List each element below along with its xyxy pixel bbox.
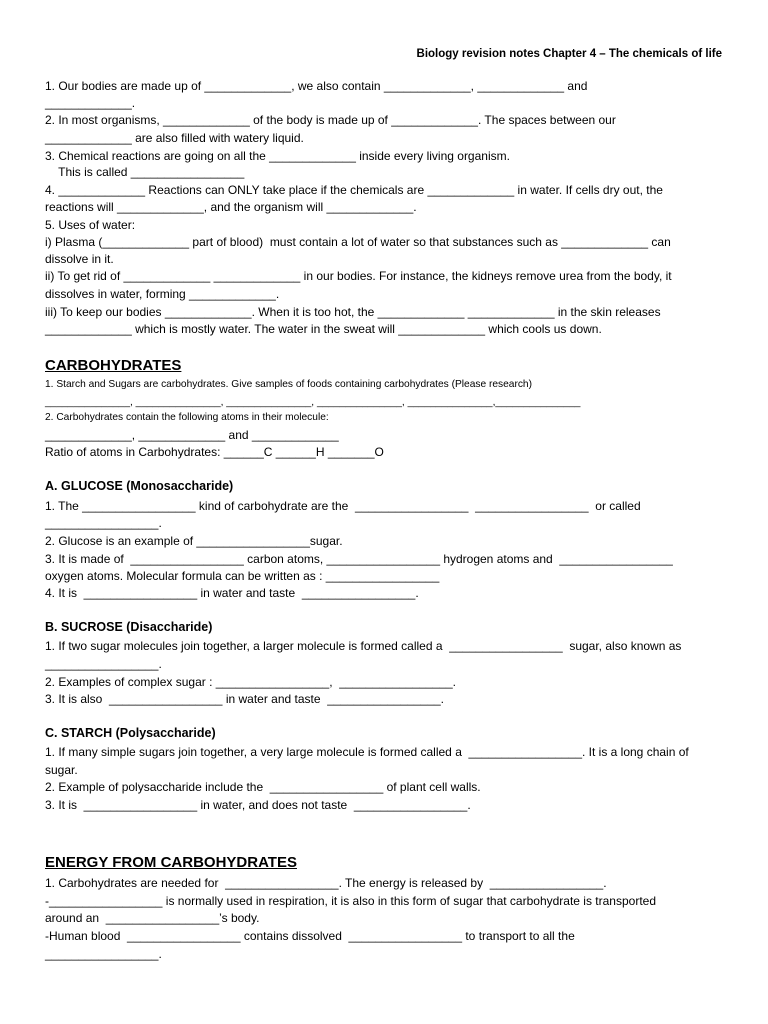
page-header: Biology revision notes Chapter 4 – The chemicals of life <box>416 48 722 60</box>
starch-heading: C. STARCH (Polysaccharide) <box>45 726 216 740</box>
carb-line-3: 2. Carbohydrates contain the following atoms in their molecule: <box>45 412 329 423</box>
energy-line-2: -_________________ is normally used in respiration, it is also in this form of sugar that carbohydrate is transported <box>45 894 657 908</box>
water-line-9: 5. Uses of water: <box>45 218 136 232</box>
water-line-4: _____________ are also filled with watery liquid. <box>45 131 304 145</box>
sucrose-heading: B. SUCROSE (Disaccharide) <box>45 620 213 634</box>
water-line-1: 1. Our bodies are made up of _____________, we also contain _____________, _____________ and <box>45 79 588 93</box>
energy-line-4: -Human blood _________________ contains dissolved _________________ to transport to all the <box>45 929 575 943</box>
water-line-12: ii) To get rid of _____________ _____________ in our bodies. For instance, the kidneys remove urea from the body, it <box>45 269 672 283</box>
starch-line-4: 3. It is _________________ in water, and does not taste _________________. <box>45 798 471 812</box>
water-line-13: dissolves in water, forming _____________. <box>45 287 280 301</box>
glucose-line-3: 2. Glucose is an example of _________________sugar. <box>45 534 343 548</box>
sucrose-line-4: 3. It is also _________________ in water and taste _________________. <box>45 692 444 706</box>
carb-line-1: 1. Starch and Sugars are carbohydrates. Give samples of foods containing carbohydrates (Please research) <box>45 379 532 390</box>
energy-line-3: around an _________________’s body. <box>45 911 260 925</box>
water-line-11: dissolve in it. <box>45 252 114 266</box>
glucose-line-1: 1. The _________________ kind of carbohydrate are the _________________ _________________ or called <box>45 499 641 513</box>
energy-line-5: _________________. <box>45 947 162 961</box>
starch-line-2: sugar. <box>45 763 78 777</box>
glucose-line-4: 3. It is made of _________________ carbon atoms, _________________ hydrogen atoms and _________________ <box>45 552 673 566</box>
carb-line-5: Ratio of atoms in Carbohydrates: ______C ______H _______O <box>45 445 384 459</box>
water-line-14: iii) To keep our bodies _____________. When it is too hot, the _____________ _____________ in the skin releases <box>45 305 661 319</box>
carb-line-4: _____________, _____________ and _____________ <box>45 428 339 442</box>
glucose-heading: A. GLUCOSE (Monosaccharide) <box>45 479 234 493</box>
starch-line-3: 2. Example of polysaccharide include the _________________ of plant cell walls. <box>45 780 481 794</box>
water-line-6: This is called _________________ <box>45 165 245 179</box>
energy-heading: ENERGY FROM CARBOHYDRATES <box>45 854 297 871</box>
sucrose-line-3: 2. Examples of complex sugar : _________________, _________________. <box>45 675 456 689</box>
water-line-2: _____________. <box>45 96 136 110</box>
water-line-3: 2. In most organisms, _____________ of the body is made up of _____________. The spaces between our <box>45 113 616 127</box>
water-line-15: _____________ which is mostly water. The water in the sweat will _____________ which cools us down. <box>45 322 602 336</box>
starch-line-1: 1. If many simple sugars join together, a very large molecule is formed called a _________________. It is a long chain of <box>45 745 689 759</box>
energy-line-1: 1. Carbohydrates are needed for _________________. The energy is released by _________________. <box>45 876 607 890</box>
carb-line-2: _______________, _______________, _______________, _______________, _______________,_______________ <box>45 397 581 408</box>
glucose-line-5: oxygen atoms. Molecular formula can be written as : _________________ <box>45 569 440 583</box>
glucose-line-2: _________________. <box>45 516 162 530</box>
water-line-7: 4. _____________ Reactions can ONLY take place if the chemicals are _____________ in water. If cells dry out, the <box>45 183 663 197</box>
water-line-8: reactions will _____________, and the organism will _____________. <box>45 200 417 214</box>
sucrose-line-2: _________________. <box>45 657 162 671</box>
water-line-10: i) Plasma (_____________ part of blood) must contain a lot of water so that substances such as _____________ can <box>45 235 671 249</box>
water-line-5: 3. Chemical reactions are going on all the _____________ inside every living organism. <box>45 149 510 163</box>
glucose-line-6: 4. It is _________________ in water and taste _________________. <box>45 586 419 600</box>
sucrose-line-1: 1. If two sugar molecules join together, a larger molecule is formed called a _________________ sugar, also known as <box>45 639 682 653</box>
carbohydrates-heading: CARBOHYDRATES <box>45 357 182 374</box>
